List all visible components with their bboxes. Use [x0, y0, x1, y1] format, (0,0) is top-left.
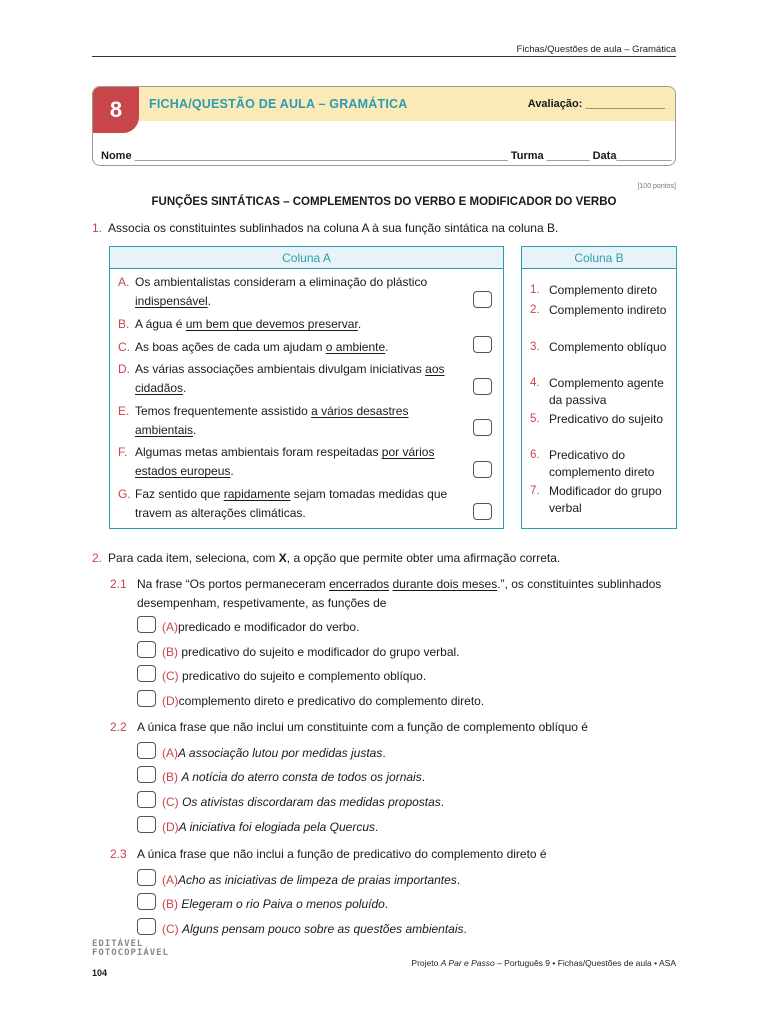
column-a-item: [118, 338, 448, 357]
photocopiable-logo: EDITÁVEL FOTOCOPIÁVEL: [92, 939, 170, 958]
checkbox[interactable]: [137, 616, 156, 633]
date-field[interactable]: _________: [616, 150, 672, 162]
column-b-title: Coluna B: [522, 247, 676, 269]
checkbox[interactable]: [137, 791, 156, 808]
item-number: 2.3: [110, 847, 127, 861]
student-fields: [101, 150, 672, 162]
checkbox[interactable]: [137, 918, 156, 935]
answer-box-g[interactable]: [473, 503, 492, 520]
checkbox[interactable]: [137, 766, 156, 783]
item-2-2: [110, 718, 680, 737]
evaluation-field[interactable]: Avaliação: _____________: [527, 98, 665, 110]
item-text: A única frase que não inclui um constituinte com a função de complemento oblíquo é: [137, 720, 588, 734]
points-label: [100 pontos]: [637, 183, 676, 190]
page-number: 104: [92, 968, 108, 978]
item-text: Algumas metas ambientais foram respeitadas por vários estados europeus.: [135, 445, 435, 478]
option-2-3-c[interactable]: (C) Alguns pensam pouco sobre as questões ambientais.: [137, 918, 467, 937]
checkbox[interactable]: [137, 816, 156, 833]
item-text: Faz sentido que rapidamente sejam tomadas medidas que travem as alterações climáticas.: [135, 487, 448, 520]
item-text: As várias associações ambientais divulgam iniciativas aos cidadãos.: [135, 362, 445, 395]
answer-box-a[interactable]: [473, 291, 492, 308]
column-b-item: 2. Complemento indireto: [530, 303, 667, 317]
item-letter: D.: [118, 362, 130, 376]
option-2-1-a[interactable]: (A)predicado e modificador do verbo.: [137, 616, 359, 635]
question-number: 2.: [92, 551, 103, 565]
item-letter: G.: [118, 487, 131, 501]
answer-box-c[interactable]: [473, 336, 492, 353]
item-2-1: [110, 575, 680, 613]
column-b: [521, 246, 677, 529]
column-a-title: Coluna A: [110, 247, 503, 269]
item-letter: C.: [118, 340, 130, 354]
answer-box-d[interactable]: [473, 378, 492, 395]
item-number: 2.2: [110, 720, 127, 734]
item-letter: A.: [118, 275, 130, 289]
item-text: A água é um bem que devemos preservar.: [135, 317, 362, 331]
date-label: Data: [592, 150, 617, 162]
option-2-2-c[interactable]: (C) Os ativistas discordaram das medidas propostas.: [137, 791, 444, 810]
checkbox[interactable]: [137, 665, 156, 682]
column-b-item: 6. Predicativo do complemento direto: [530, 448, 655, 479]
item-letter: B.: [118, 317, 130, 331]
option-2-3-b[interactable]: (B) Elegeram o rio Paiva o menos poluído.: [137, 893, 388, 912]
question-number: 1.: [92, 221, 103, 235]
worksheet-title: FICHA/QUESTÃO DE AULA – GRAMÁTICA: [149, 97, 408, 111]
checkbox[interactable]: [137, 869, 156, 886]
item-letter: F.: [118, 445, 128, 459]
column-b-item: 7. Modificador do grupo verbal: [530, 484, 662, 515]
option-2-3-a[interactable]: (A)Acho as iniciativas de limpeza de praias importantes.: [137, 869, 460, 888]
option-2-2-a[interactable]: (A)A associação lutou por medidas justas.: [137, 742, 386, 761]
column-a-item: [118, 402, 448, 440]
class-label: Turma: [510, 150, 544, 162]
column-b-item: 3. Complemento oblíquo: [530, 340, 667, 354]
question-2: 2. Para cada item, seleciona, com X, a opção que permite obter uma afirmação correta.: [92, 551, 561, 565]
question-1: [92, 221, 558, 235]
checkbox[interactable]: [137, 690, 156, 707]
header-rule: [92, 56, 676, 57]
column-a: [109, 246, 504, 529]
item-text: A única frase que não inclui a função de predicativo do complemento direto é: [137, 847, 547, 861]
item-text: Na frase “Os portos permaneceram encerrados durante dois meses.”, os constituintes sublinhados desempenham, respetivamente, as funções de: [137, 577, 662, 610]
option-2-1-c[interactable]: (C) predicativo do sujeito e complemento oblíquo.: [137, 665, 426, 684]
worksheet-header: [92, 86, 676, 166]
checkbox[interactable]: [137, 641, 156, 658]
name-label: Nome: [101, 150, 132, 162]
column-a-item: [118, 360, 448, 398]
item-text: As boas ações de cada um ajudam o ambiente.: [135, 340, 389, 354]
option-2-1-b[interactable]: (B) predicativo do sujeito e modificador do grupo verbal.: [137, 641, 460, 660]
option-2-2-d[interactable]: (D)A iniciativa foi elogiada pela Quercus.: [137, 816, 378, 835]
column-a-item: [118, 443, 448, 481]
worksheet-number: 8: [93, 87, 139, 133]
class-field[interactable]: _______: [543, 150, 593, 162]
column-a-item: [118, 273, 448, 311]
column-a-item: [118, 315, 448, 334]
running-header: Fichas/Questões de aula – Gramática: [516, 44, 676, 55]
item-number: 2.1: [110, 577, 127, 591]
answer-box-e[interactable]: [473, 419, 492, 436]
footer-credit: Projeto A Par e Passo – Português 9 • Fichas/Questões de aula • ASA: [411, 958, 676, 968]
column-b-item: 4. Complemento agente da passiva: [530, 376, 664, 407]
question-text: Associa os constituintes sublinhados na coluna A à sua função sintática na coluna B.: [108, 221, 559, 235]
section-title: FUNÇÕES SINTÁTICAS – COMPLEMENTOS DO VERBO E MODIFICADOR DO VERBO: [151, 196, 617, 208]
column-a-item: [118, 485, 448, 523]
item-text: Temos frequentemente assistido a vários desastres ambientais.: [135, 404, 409, 437]
item-2-3: [110, 845, 680, 864]
item-text: Os ambientalistas consideram a eliminação do plástico indispensável.: [135, 275, 428, 308]
column-b-item: 5. Predicativo do sujeito: [530, 412, 664, 426]
option-2-2-b[interactable]: (B) A notícia do aterro consta de todos os jornais.: [137, 766, 425, 785]
column-b-item: 1. Complemento direto: [530, 283, 658, 297]
checkbox[interactable]: [137, 893, 156, 910]
item-letter: E.: [118, 404, 130, 418]
checkbox[interactable]: [137, 742, 156, 759]
name-field[interactable]: _____________________________________________________________: [131, 150, 508, 162]
option-2-1-d[interactable]: (D)complemento direto e predicativo do complemento direto.: [137, 690, 484, 709]
answer-box-f[interactable]: [473, 461, 492, 478]
